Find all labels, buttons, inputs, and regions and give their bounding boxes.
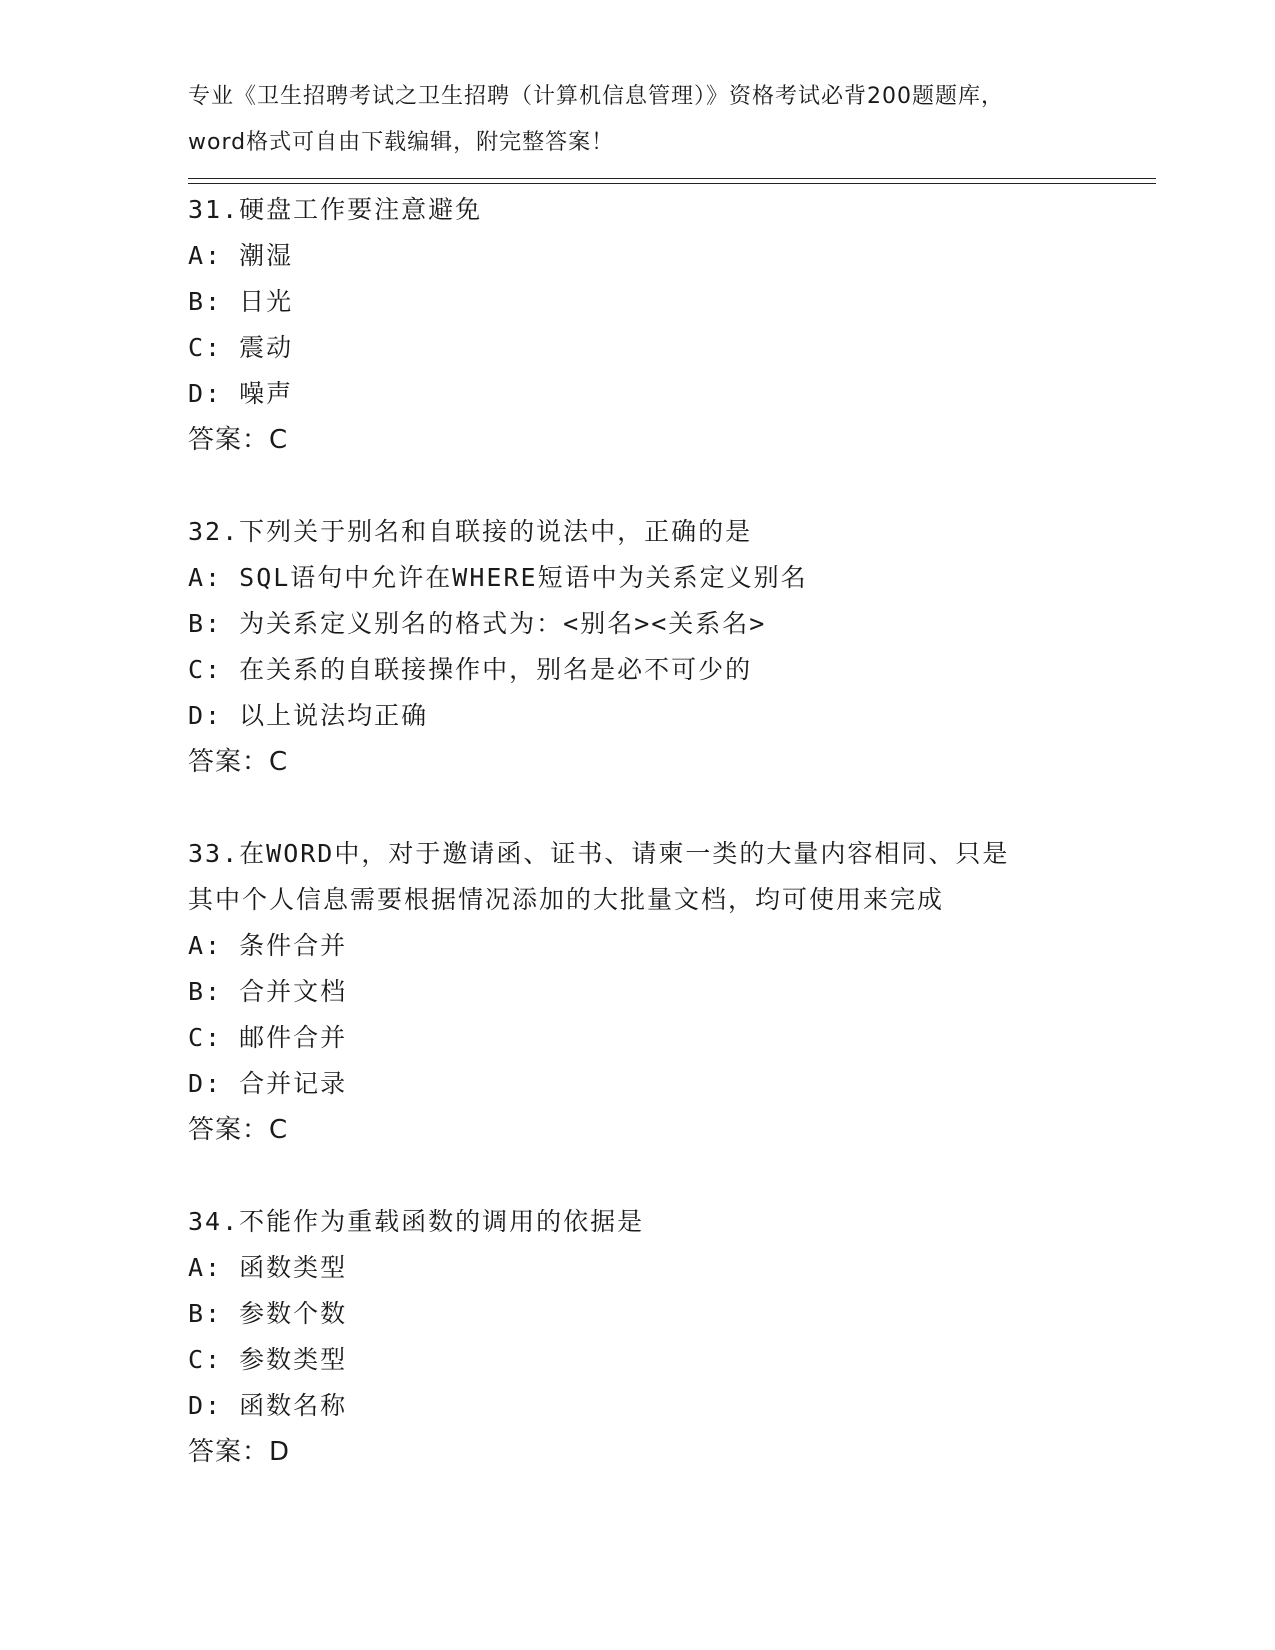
option-c: C: 邮件合并 <box>188 1023 348 1052</box>
question-34 <box>188 1199 1088 1475</box>
question-33 <box>188 831 1088 1153</box>
question-stem-line-1: 33.在WORD中，对于邀请函、证书、请柬一类的大量内容相同、只是 <box>188 839 1010 868</box>
question-31 <box>188 187 1088 463</box>
question-list <box>188 187 1088 1475</box>
question-stem: 34.不能作为重载函数的调用的依据是 <box>188 1207 645 1236</box>
option-a: A: SQL语句中允许在WHERE短语中为关系定义别名 <box>188 563 808 592</box>
question-stem: 32.下列关于别名和自联接的说法中，正确的是 <box>188 517 753 546</box>
spacer <box>188 1153 1088 1199</box>
document-header <box>188 74 1088 166</box>
option-c: C: 在关系的自联接操作中，别名是必不可少的 <box>188 655 753 684</box>
option-d: D: 合并记录 <box>188 1069 348 1098</box>
answer-label: 答案：C <box>188 425 289 455</box>
header-line-1: 专业《卫生招聘考试之卫生招聘（计算机信息管理）》资格考试必背200题题库， <box>188 84 1004 109</box>
option-a: A: 条件合并 <box>188 931 348 960</box>
option-a: A: 函数类型 <box>188 1253 348 1282</box>
question-stem-line-2: 其中个人信息需要根据情况添加的大批量文档，均可使用来完成 <box>188 885 945 914</box>
header-line-2: word格式可自由下载编辑，附完整答案！ <box>188 130 615 155</box>
spacer <box>188 785 1088 831</box>
option-b: B: 参数个数 <box>188 1299 348 1328</box>
option-a: A: 潮湿 <box>188 241 294 270</box>
header-divider-top <box>188 178 1156 179</box>
option-b: B: 合并文档 <box>188 977 348 1006</box>
option-b: B: 为关系定义别名的格式为：<别名><关系名> <box>188 609 767 638</box>
answer-label: 答案：C <box>188 1115 289 1145</box>
option-d: D: 以上说法均正确 <box>188 701 429 730</box>
answer-label: 答案：C <box>188 747 289 777</box>
option-c: C: 参数类型 <box>188 1345 348 1374</box>
question-stem: 31.硬盘工作要注意避免 <box>188 195 483 224</box>
option-b: B: 日光 <box>188 287 294 316</box>
question-stem <box>188 831 1088 923</box>
answer-label: 答案：D <box>188 1437 291 1467</box>
spacer <box>188 463 1088 509</box>
option-d: D: 函数名称 <box>188 1391 348 1420</box>
option-c: C: 震动 <box>188 333 294 362</box>
header-divider-bottom <box>188 183 1156 184</box>
option-d: D: 噪声 <box>188 379 294 408</box>
question-32 <box>188 509 1088 785</box>
